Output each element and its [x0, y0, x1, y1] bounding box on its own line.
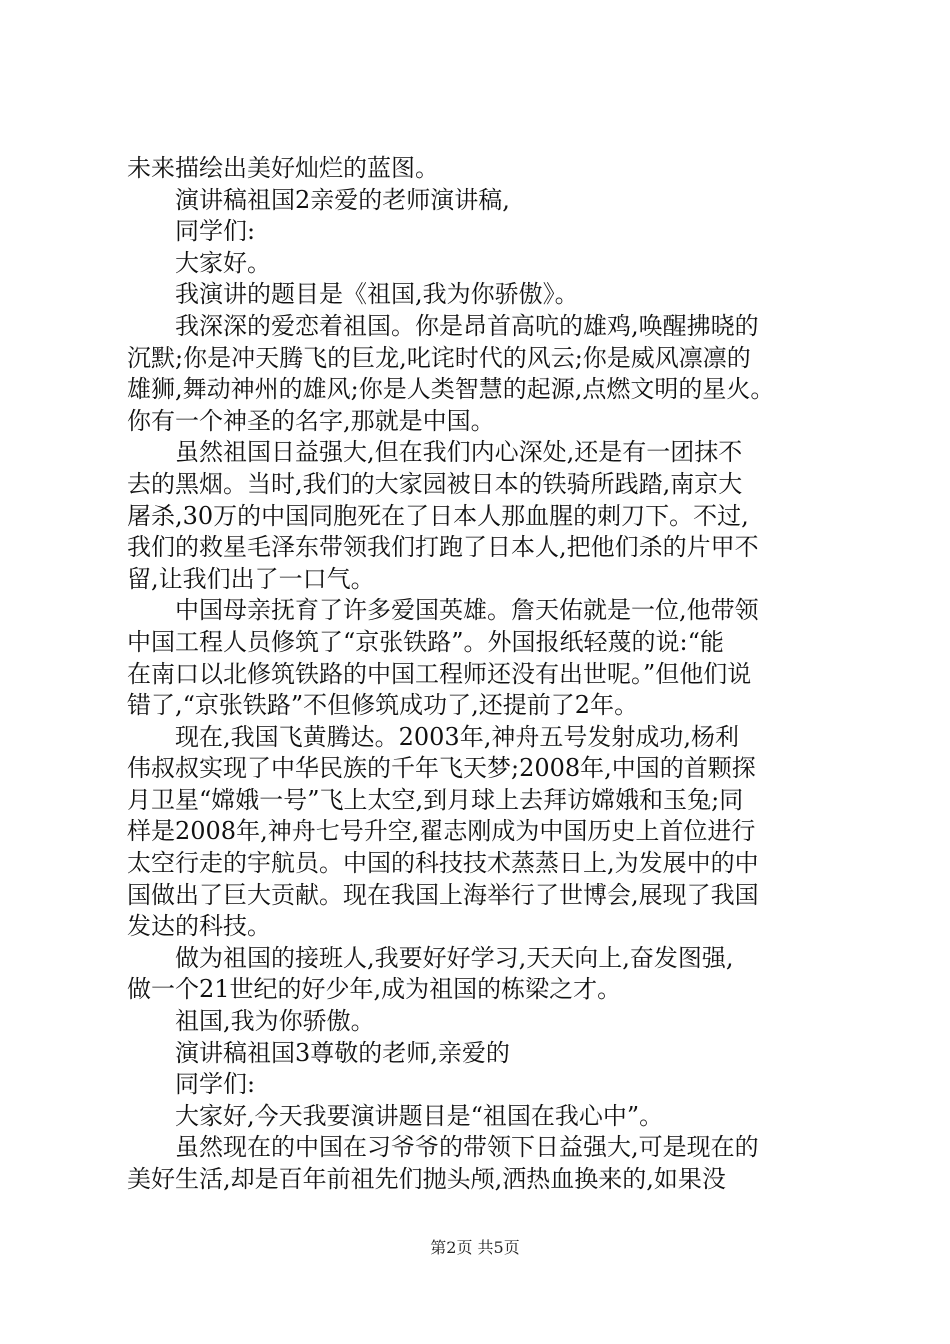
- text-line: 演讲稿祖国3尊敬的老师,亲爱的: [175, 1038, 510, 1067]
- text-line: 虽然现在的中国在习爷爷的带领下日益强大,可是现在的: [175, 1133, 759, 1162]
- text-line: 同学们:: [175, 217, 256, 246]
- text-line: 我们的救星毛泽东带领我们打跑了日本人,把他们杀的片甲不: [127, 533, 759, 562]
- text-line: 雄狮,舞动神州的雄风;你是人类智慧的起源,点燃文明的星火。: [127, 375, 775, 404]
- document-body: [127, 153, 827, 1196]
- text-line: 同学们:: [175, 1070, 256, 1099]
- text-line: 国做出了巨大贡献。现在我国上海举行了世博会,展现了我国: [127, 880, 759, 909]
- text-line: 未来描绘出美好灿烂的蓝图。: [127, 154, 439, 182]
- text-line: 做为祖国的接班人,我要好好学习,天天向上,奋发图强,: [175, 943, 734, 972]
- text-line: 中国工程人员修筑了“京张铁路”。外国报纸轻蔑的说:“能: [127, 627, 724, 656]
- text-line: 在南口以北修筑铁路的中国工程师还没有出世呢。”但他们说: [127, 659, 752, 688]
- text-line: 月卫星“嫦娥一号”飞上太空,到月球上去拜访嫦娥和玉兔;同: [127, 785, 744, 814]
- text-line: 你有一个神圣的名字,那就是中国。: [127, 406, 495, 435]
- text-line: 伟叔叔实现了中华民族的千年飞天梦;2008年,中国的首颗探: [127, 754, 756, 783]
- text-line: 中国母亲抚育了许多爱国英雄。詹天佑就是一位,他带领: [175, 596, 759, 625]
- text-line: 发达的科技。: [127, 912, 271, 941]
- text-line: 错了,“京张铁路”不但修筑成功了,还提前了2年。: [127, 691, 639, 720]
- text-line: 祖国,我为你骄傲。: [175, 1007, 375, 1036]
- text-line: 样是2008年,神舟七号升空,翟志刚成为中国历史上首位进行: [127, 817, 756, 846]
- text-line: 现在,我国飞黄腾达。2003年,神舟五号发射成功,杨利: [175, 722, 739, 751]
- text-line: 去的黑烟。当时,我们的大家园被日本的铁骑所践踏,南京大: [127, 469, 743, 498]
- text-line: 做一个21世纪的好少年,成为祖国的栋梁之才。: [127, 975, 622, 1004]
- text-line: 太空行走的宇航员。中国的科技技术蒸蒸日上,为发展中的中: [127, 849, 759, 878]
- text-line: 我演讲的题目是《祖国,我为你骄傲》。: [175, 280, 579, 309]
- text-line: 沉默;你是冲天腾飞的巨龙,叱诧时代的风云;你是威风凛凛的: [127, 343, 751, 372]
- text-line: 大家好,今天我要演讲题目是“祖国在我心中”。: [175, 1101, 664, 1130]
- text-line: 美好生活,却是百年前祖先们抛头颅,洒热血换来的,如果没: [127, 1165, 726, 1193]
- text-line: 留,让我们出了一口气。: [127, 564, 375, 593]
- text-line: 屠杀,30万的中国同胞死在了日本人那血腥的刺刀下。不过,: [127, 501, 749, 530]
- text-line: 虽然祖国日益强大,但在我们内心深处,还是有一团抹不: [175, 438, 743, 467]
- text-line: 大家好。: [175, 248, 271, 277]
- text-line: 我深深的爱恋着祖国。你是昂首高吭的雄鸡,唤醒拂晓的: [175, 311, 759, 340]
- page-footer: 第2页 共5页: [430, 1238, 520, 1257]
- text-line: 演讲稿祖国2亲爱的老师演讲稿,: [175, 185, 510, 214]
